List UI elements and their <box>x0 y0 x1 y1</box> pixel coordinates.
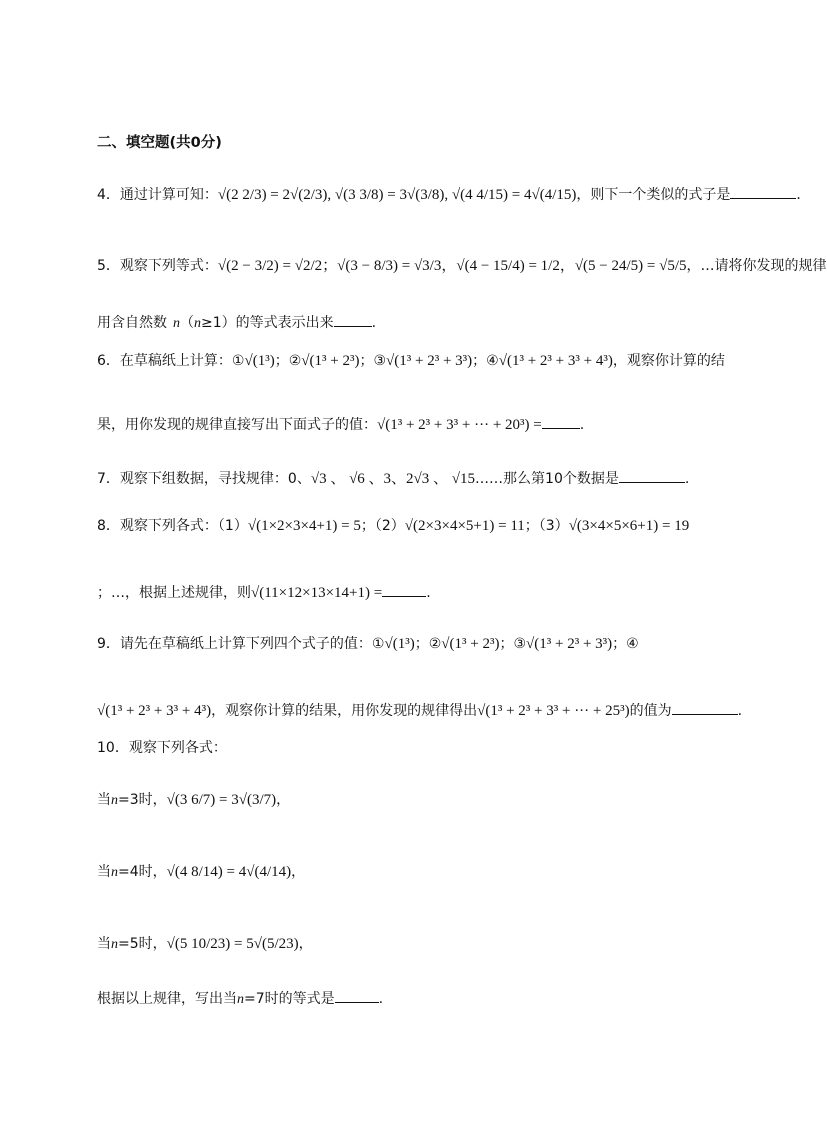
q10-case-1-formula: √(3 6/7) = 3√(3/7) <box>166 792 277 808</box>
q10-case-2-eq: =4时， <box>118 864 167 880</box>
question-6-line2 <box>97 414 584 435</box>
q10-case-2-post: ， <box>291 864 306 880</box>
q8-line2-prefix: ；…，根据上述规律，则 <box>97 585 251 601</box>
q8-formula-3: √(3×4×5×6+1) = 19 <box>568 518 690 534</box>
q8-end: . <box>426 585 431 601</box>
q5-answer-blank[interactable] <box>334 312 372 327</box>
q9-end: . <box>737 703 743 719</box>
q9-sep-2: ；② <box>414 636 442 652</box>
q5-number: 5． <box>97 258 120 274</box>
q7-items: √3 、 √6 、3、2√3 、 √15 <box>310 471 476 487</box>
q10-answer-blank[interactable] <box>335 988 379 1003</box>
q6-sep-4: ；④ <box>472 353 499 369</box>
q10-case-1-post: ， <box>276 792 291 808</box>
q7-answer-blank[interactable] <box>619 468 685 483</box>
q8-formula-1: √(1×2×3×4+1) = 5 <box>247 518 361 534</box>
q5-formula: √(2 − 3/2) = √2/2；√(3 − 8/3) = √3/3，√(4 − 15/4) = 1/2，√(5 − 24/5) = √5/5 <box>217 258 687 274</box>
q10-case-1 <box>97 790 290 811</box>
q4-formula: √(2 2/3) = 2√(2/3), √(3 3/8) = 3√(3/8), √(4 4/15) = 4√(4/15) <box>217 187 577 203</box>
q6-line2-prefix: 果，用你发现的规律直接写出下面式子的值： <box>97 417 377 433</box>
q9-line2-suffix: 的值为 <box>629 703 672 719</box>
q10-case-1-pre: 当 <box>97 792 111 808</box>
q6-sep-2: ；② <box>274 353 302 369</box>
q9-sep-4: ；④ <box>612 636 639 652</box>
q10-case-2 <box>97 862 305 883</box>
question-8 <box>97 516 689 536</box>
q6-end: . <box>579 417 585 433</box>
q6-formula-4: √(1³ + 2³ + 3³ + 4³) <box>498 353 613 369</box>
q10-case-3-formula: √(5 10/23) = 5√(5/23) <box>166 936 299 952</box>
q5-suffix: ，…请将你发现的规律 <box>686 258 827 274</box>
question-4 <box>97 184 810 205</box>
q4-number: 4． <box>97 187 120 203</box>
q10-prefix: 观察下列各式： <box>128 740 227 756</box>
q9-answer-blank[interactable] <box>672 700 738 715</box>
q10-end: . <box>378 991 384 1007</box>
q10-case-2-var: n <box>111 865 118 880</box>
q10-conclusion <box>97 988 383 1010</box>
q5-var-n-2: n <box>194 316 201 331</box>
question-10 <box>97 738 227 758</box>
q10-conclusion-mid: =7时的等式是 <box>244 991 335 1007</box>
q6-formula-1: √(1³) <box>244 353 275 369</box>
q10-case-1-var: n <box>111 793 118 808</box>
q9-line2-formula: √(1³ + 2³ + 3³ + 4³) <box>97 703 212 719</box>
q5-end: . <box>371 315 377 331</box>
q10-conclusion-var: n <box>237 992 244 1007</box>
q10-case-3 <box>97 934 313 955</box>
q5-line2-prefix: 用含自然数 <box>97 315 167 331</box>
q10-case-2-pre: 当 <box>97 864 111 880</box>
q9-line2-formula-2: √(1³ + 2³ + 3³ + ··· + 25³) <box>477 703 630 719</box>
q10-number: 10． <box>97 740 129 756</box>
q10-case-3-post: ， <box>298 936 313 952</box>
q8-sep-2: ；（2） <box>360 518 405 534</box>
q8-prefix: 观察下列各式：（1） <box>119 518 248 534</box>
q6-prefix: 在草稿纸上计算：① <box>119 353 245 369</box>
q9-prefix: 请先在草稿纸上计算下列四个式子的值：① <box>119 636 385 652</box>
q4-end: ． <box>796 187 811 203</box>
q7-number: 7． <box>97 471 120 487</box>
q10-case-2-formula: √(4 8/14) = 4√(4/14) <box>166 864 292 880</box>
question-5 <box>97 256 827 276</box>
q6-suffix: ，观察你计算的结 <box>612 353 725 369</box>
question-9 <box>97 634 639 654</box>
q8-formula-2: √(2×3×4×5+1) = 11 <box>404 518 525 534</box>
question-6 <box>97 351 725 371</box>
q8-line2-formula: √(11×12×13×14+1) = <box>251 585 383 601</box>
q9-line2-mid: ，观察你计算的结果，用你发现的规律得出 <box>211 703 478 719</box>
q4-answer-blank[interactable] <box>730 184 796 199</box>
question-5-line2 <box>97 312 376 334</box>
q9-formula-2: √(1³ + 2³) <box>441 636 500 652</box>
q5-var-n: n <box>173 316 180 331</box>
q10-case-3-pre: 当 <box>97 936 111 952</box>
q5-cond-open: （ <box>180 315 194 331</box>
q8-answer-blank[interactable] <box>382 582 426 597</box>
q5-cond: ≥1） <box>201 315 236 331</box>
question-8-line2 <box>97 582 431 603</box>
q4-prefix: 通过计算可知： <box>119 187 218 203</box>
q9-sep-3: ；③ <box>499 636 527 652</box>
q6-formula-2: √(1³ + 2³) <box>301 353 360 369</box>
q6-sep-3: ；③ <box>359 353 387 369</box>
q5-line2-suffix: 的等式表示出来 <box>235 315 334 331</box>
q9-formula-1: √(1³) <box>384 636 415 652</box>
q10-conclusion-pre: 根据以上规律，写出当 <box>97 991 237 1007</box>
q6-formula-3: √(1³ + 2³ + 3³) <box>386 353 473 369</box>
q10-case-3-var: n <box>111 937 118 952</box>
q5-prefix: 观察下列等式： <box>119 258 218 274</box>
q7-end: . <box>684 471 690 487</box>
q10-case-1-eq: =3时， <box>118 792 167 808</box>
q6-line2-formula: √(1³ + 2³ + 3³ + ··· + 20³) = <box>377 417 542 433</box>
question-9-line2 <box>97 700 742 721</box>
question-7 <box>97 468 689 489</box>
q9-formula-3: √(1³ + 2³ + 3³) <box>526 636 613 652</box>
q7-prefix: 观察下组数据，寻找规律：0、 <box>119 471 311 487</box>
q6-answer-blank[interactable] <box>542 414 580 429</box>
q9-number: 9． <box>97 636 120 652</box>
section-title: 二、填空题(共0分) <box>97 135 222 151</box>
q8-sep-3: ；（3） <box>524 518 569 534</box>
q4-suffix: ，则下一个类似的式子是 <box>576 187 731 203</box>
q7-suffix: ……那么第10个数据是 <box>475 471 619 487</box>
q8-number: 8． <box>97 518 120 534</box>
q6-number: 6． <box>97 353 120 369</box>
q10-case-3-eq: =5时， <box>118 936 167 952</box>
